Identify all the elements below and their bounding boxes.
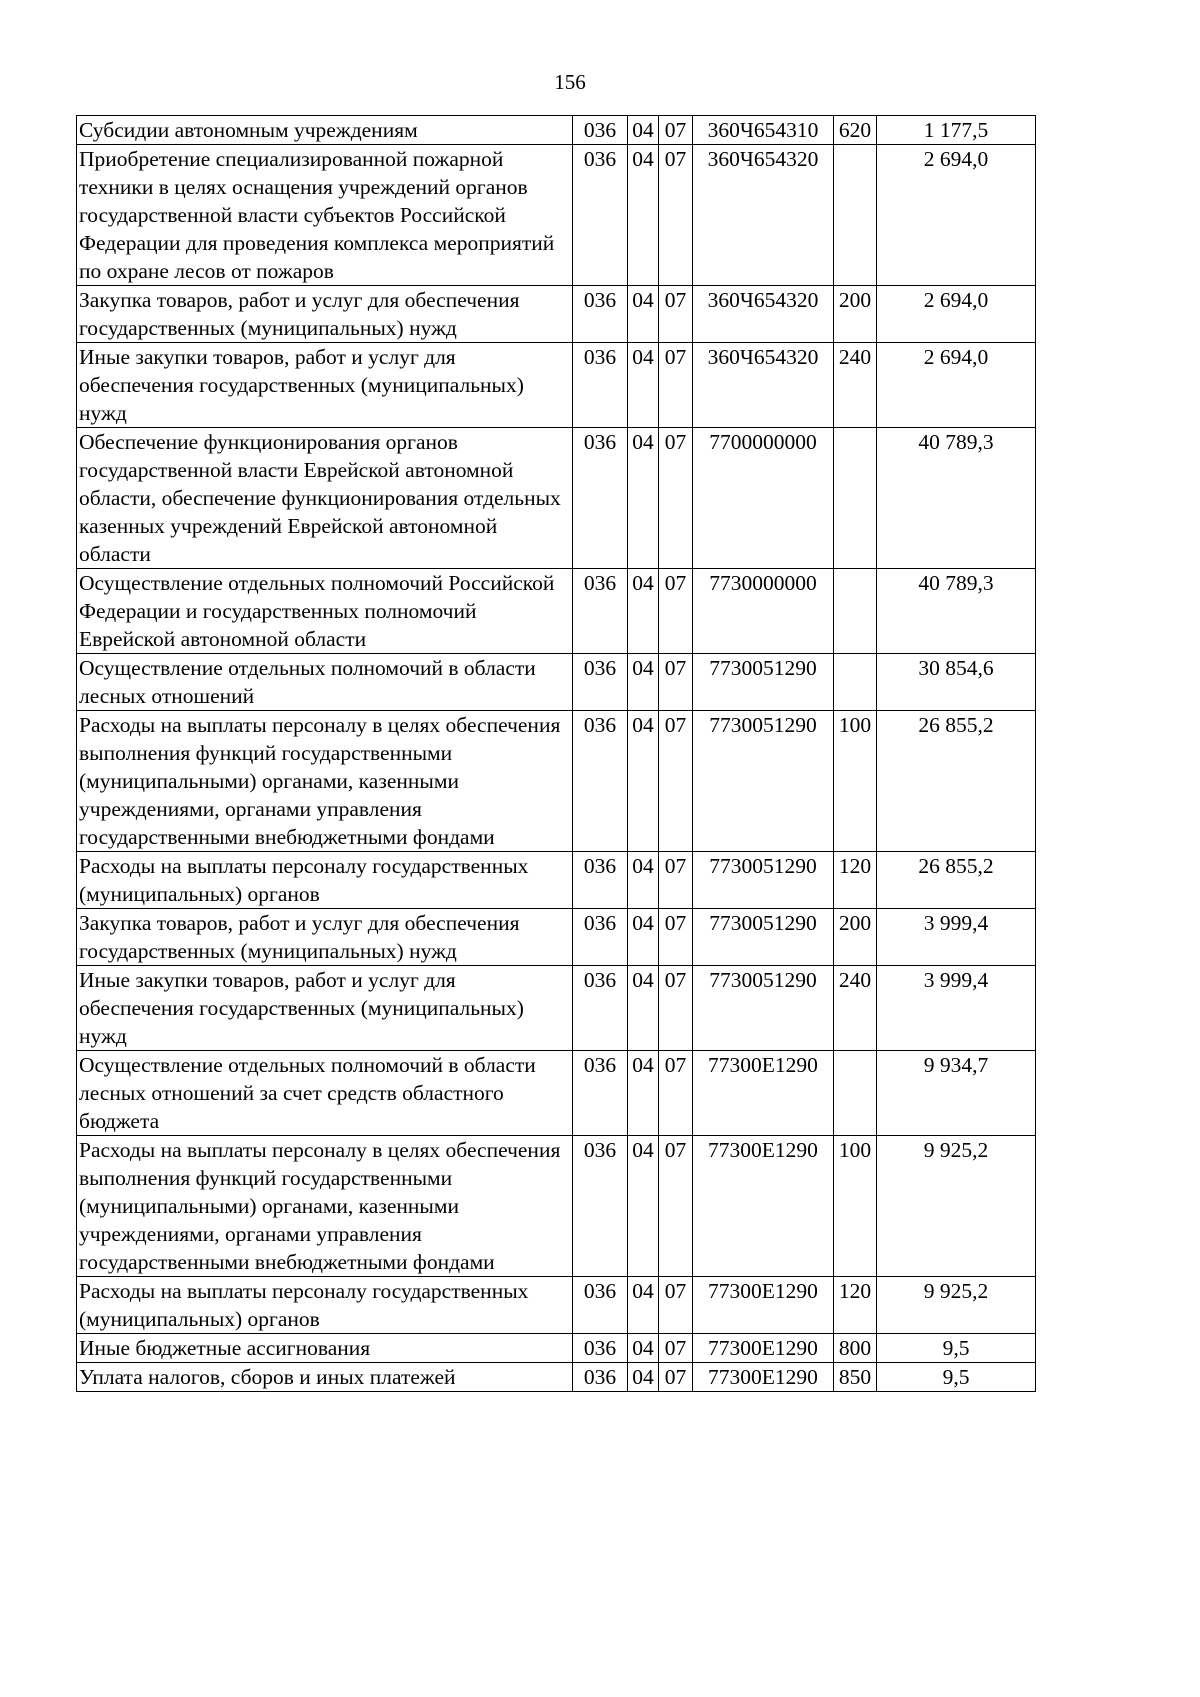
item-name-cell: Субсидии автономным учреждениям: [77, 116, 573, 145]
grbs-code-cell: 036: [573, 428, 628, 569]
expense-type-cell: 620: [834, 116, 877, 145]
amount-cell: 30 854,6: [877, 654, 1036, 711]
expense-type-cell: 240: [834, 343, 877, 428]
section-code-cell: 04: [628, 428, 659, 569]
amount-cell: 9,5: [877, 1334, 1036, 1363]
item-name-cell: Уплата налогов, сборов и иных платежей: [77, 1363, 573, 1392]
section-code-cell: 04: [628, 1277, 659, 1334]
expense-type-cell: 200: [834, 909, 877, 966]
table-row: [77, 145, 1036, 286]
grbs-code-cell: 036: [573, 711, 628, 852]
grbs-code-cell: 036: [573, 286, 628, 343]
expense-type-cell: [834, 569, 877, 654]
subsection-code-cell: 07: [659, 428, 693, 569]
section-code-cell: 04: [628, 1051, 659, 1136]
amount-cell: 26 855,2: [877, 711, 1036, 852]
grbs-code-cell: 036: [573, 116, 628, 145]
section-code-cell: 04: [628, 966, 659, 1051]
target-article-cell: 360Ч654310: [693, 116, 834, 145]
subsection-code-cell: 07: [659, 1277, 693, 1334]
amount-cell: 2 694,0: [877, 343, 1036, 428]
target-article-cell: 77300Е1290: [693, 1136, 834, 1277]
item-name-cell: Осуществление отдельных полномочий в области лесных отношений за счет средств областного бюджета: [77, 1051, 573, 1136]
target-article-cell: 7730000000: [693, 569, 834, 654]
amount-cell: 3 999,4: [877, 909, 1036, 966]
target-article-cell: 7730051290: [693, 711, 834, 852]
grbs-code-cell: 036: [573, 1051, 628, 1136]
item-name-cell: Осуществление отдельных полномочий в области лесных отношений: [77, 654, 573, 711]
section-code-cell: 04: [628, 852, 659, 909]
amount-cell: 9 925,2: [877, 1277, 1036, 1334]
grbs-code-cell: 036: [573, 343, 628, 428]
amount-cell: 40 789,3: [877, 428, 1036, 569]
item-name-cell: Расходы на выплаты персоналу государственных (муниципальных) органов: [77, 852, 573, 909]
table-row: [77, 116, 1036, 145]
item-name-cell: Приобретение специализированной пожарной техники в целях оснащения учреждений органов государственной власти субъектов Российской Федерации для проведения комплекса мероприятий по охране лесов от пожаров: [77, 145, 573, 286]
section-code-cell: 04: [628, 909, 659, 966]
budget-table-body: [77, 116, 1036, 1392]
grbs-code-cell: 036: [573, 1136, 628, 1277]
section-code-cell: 04: [628, 569, 659, 654]
expense-type-cell: 240: [834, 966, 877, 1051]
amount-cell: 26 855,2: [877, 852, 1036, 909]
subsection-code-cell: 07: [659, 343, 693, 428]
item-name-cell: Иные закупки товаров, работ и услуг для обеспечения государственных (муниципальных) нужд: [77, 343, 573, 428]
amount-cell: 3 999,4: [877, 966, 1036, 1051]
page-number: 156: [554, 70, 586, 94]
subsection-code-cell: 07: [659, 145, 693, 286]
section-code-cell: 04: [628, 116, 659, 145]
amount-cell: 2 694,0: [877, 145, 1036, 286]
subsection-code-cell: 07: [659, 1334, 693, 1363]
table-row: [77, 852, 1036, 909]
item-name-cell: Обеспечение функционирования органов государственной власти Еврейской автономной области, обеспечение функционирования отдельных казенных учреждений Еврейской автономной области: [77, 428, 573, 569]
expense-type-cell: [834, 428, 877, 569]
section-code-cell: 04: [628, 145, 659, 286]
subsection-code-cell: 07: [659, 654, 693, 711]
table-row: [77, 1136, 1036, 1277]
subsection-code-cell: 07: [659, 852, 693, 909]
table-row: [77, 711, 1036, 852]
target-article-cell: 77300Е1290: [693, 1277, 834, 1334]
target-article-cell: 7730051290: [693, 966, 834, 1051]
subsection-code-cell: 07: [659, 966, 693, 1051]
table-row: [77, 1363, 1036, 1392]
target-article-cell: 360Ч654320: [693, 286, 834, 343]
target-article-cell: 7730051290: [693, 852, 834, 909]
subsection-code-cell: 07: [659, 1363, 693, 1392]
expense-type-cell: 120: [834, 852, 877, 909]
target-article-cell: 77300Е1290: [693, 1363, 834, 1392]
section-code-cell: 04: [628, 1136, 659, 1277]
section-code-cell: 04: [628, 1334, 659, 1363]
subsection-code-cell: 07: [659, 711, 693, 852]
subsection-code-cell: 07: [659, 286, 693, 343]
grbs-code-cell: 036: [573, 1277, 628, 1334]
target-article-cell: 7700000000: [693, 428, 834, 569]
target-article-cell: 77300Е1290: [693, 1051, 834, 1136]
section-code-cell: 04: [628, 286, 659, 343]
grbs-code-cell: 036: [573, 1363, 628, 1392]
grbs-code-cell: 036: [573, 654, 628, 711]
grbs-code-cell: 036: [573, 852, 628, 909]
table-row: [77, 966, 1036, 1051]
target-article-cell: 360Ч654320: [693, 343, 834, 428]
section-code-cell: 04: [628, 654, 659, 711]
expense-type-cell: 100: [834, 1136, 877, 1277]
item-name-cell: Закупка товаров, работ и услуг для обеспечения государственных (муниципальных) нужд: [77, 286, 573, 343]
table-row: [77, 1334, 1036, 1363]
amount-cell: 40 789,3: [877, 569, 1036, 654]
expense-type-cell: 800: [834, 1334, 877, 1363]
target-article-cell: 7730051290: [693, 654, 834, 711]
expense-type-cell: 850: [834, 1363, 877, 1392]
section-code-cell: 04: [628, 1363, 659, 1392]
amount-cell: 2 694,0: [877, 286, 1036, 343]
item-name-cell: Осуществление отдельных полномочий Российской Федерации и государственных полномочий Еврейской автономной области: [77, 569, 573, 654]
table-row: [77, 428, 1036, 569]
subsection-code-cell: 07: [659, 116, 693, 145]
item-name-cell: Иные закупки товаров, работ и услуг для обеспечения государственных (муниципальных) нужд: [77, 966, 573, 1051]
expense-type-cell: 200: [834, 286, 877, 343]
expense-type-cell: 120: [834, 1277, 877, 1334]
item-name-cell: Закупка товаров, работ и услуг для обеспечения государственных (муниципальных) нужд: [77, 909, 573, 966]
table-row: [77, 1277, 1036, 1334]
section-code-cell: 04: [628, 343, 659, 428]
item-name-cell: Расходы на выплаты персоналу государственных (муниципальных) органов: [77, 1277, 573, 1334]
target-article-cell: 360Ч654320: [693, 145, 834, 286]
section-code-cell: 04: [628, 711, 659, 852]
subsection-code-cell: 07: [659, 1136, 693, 1277]
grbs-code-cell: 036: [573, 966, 628, 1051]
table-row: [77, 654, 1036, 711]
target-article-cell: 77300Е1290: [693, 1334, 834, 1363]
grbs-code-cell: 036: [573, 1334, 628, 1363]
item-name-cell: Расходы на выплаты персоналу в целях обеспечения выполнения функций государственными (муниципальными) органами, казенными учреждениями, органами управления государственными внебюджетными фондами: [77, 1136, 573, 1277]
table-row: [77, 286, 1036, 343]
expense-type-cell: [834, 1051, 877, 1136]
table-row: [77, 569, 1036, 654]
subsection-code-cell: 07: [659, 909, 693, 966]
budget-table: [76, 115, 1036, 1392]
table-row: [77, 909, 1036, 966]
item-name-cell: Иные бюджетные ассигнования: [77, 1334, 573, 1363]
amount-cell: 9,5: [877, 1363, 1036, 1392]
expense-type-cell: [834, 654, 877, 711]
table-row: [77, 343, 1036, 428]
grbs-code-cell: 036: [573, 909, 628, 966]
expense-type-cell: [834, 145, 877, 286]
expense-type-cell: 100: [834, 711, 877, 852]
table-row: [77, 1051, 1036, 1136]
subsection-code-cell: 07: [659, 1051, 693, 1136]
grbs-code-cell: 036: [573, 569, 628, 654]
grbs-code-cell: 036: [573, 145, 628, 286]
amount-cell: 1 177,5: [877, 116, 1036, 145]
target-article-cell: 7730051290: [693, 909, 834, 966]
amount-cell: 9 925,2: [877, 1136, 1036, 1277]
subsection-code-cell: 07: [659, 569, 693, 654]
item-name-cell: Расходы на выплаты персоналу в целях обеспечения выполнения функций государственными (муниципальными) органами, казенными учреждениями, органами управления государственными внебюджетными фондами: [77, 711, 573, 852]
amount-cell: 9 934,7: [877, 1051, 1036, 1136]
